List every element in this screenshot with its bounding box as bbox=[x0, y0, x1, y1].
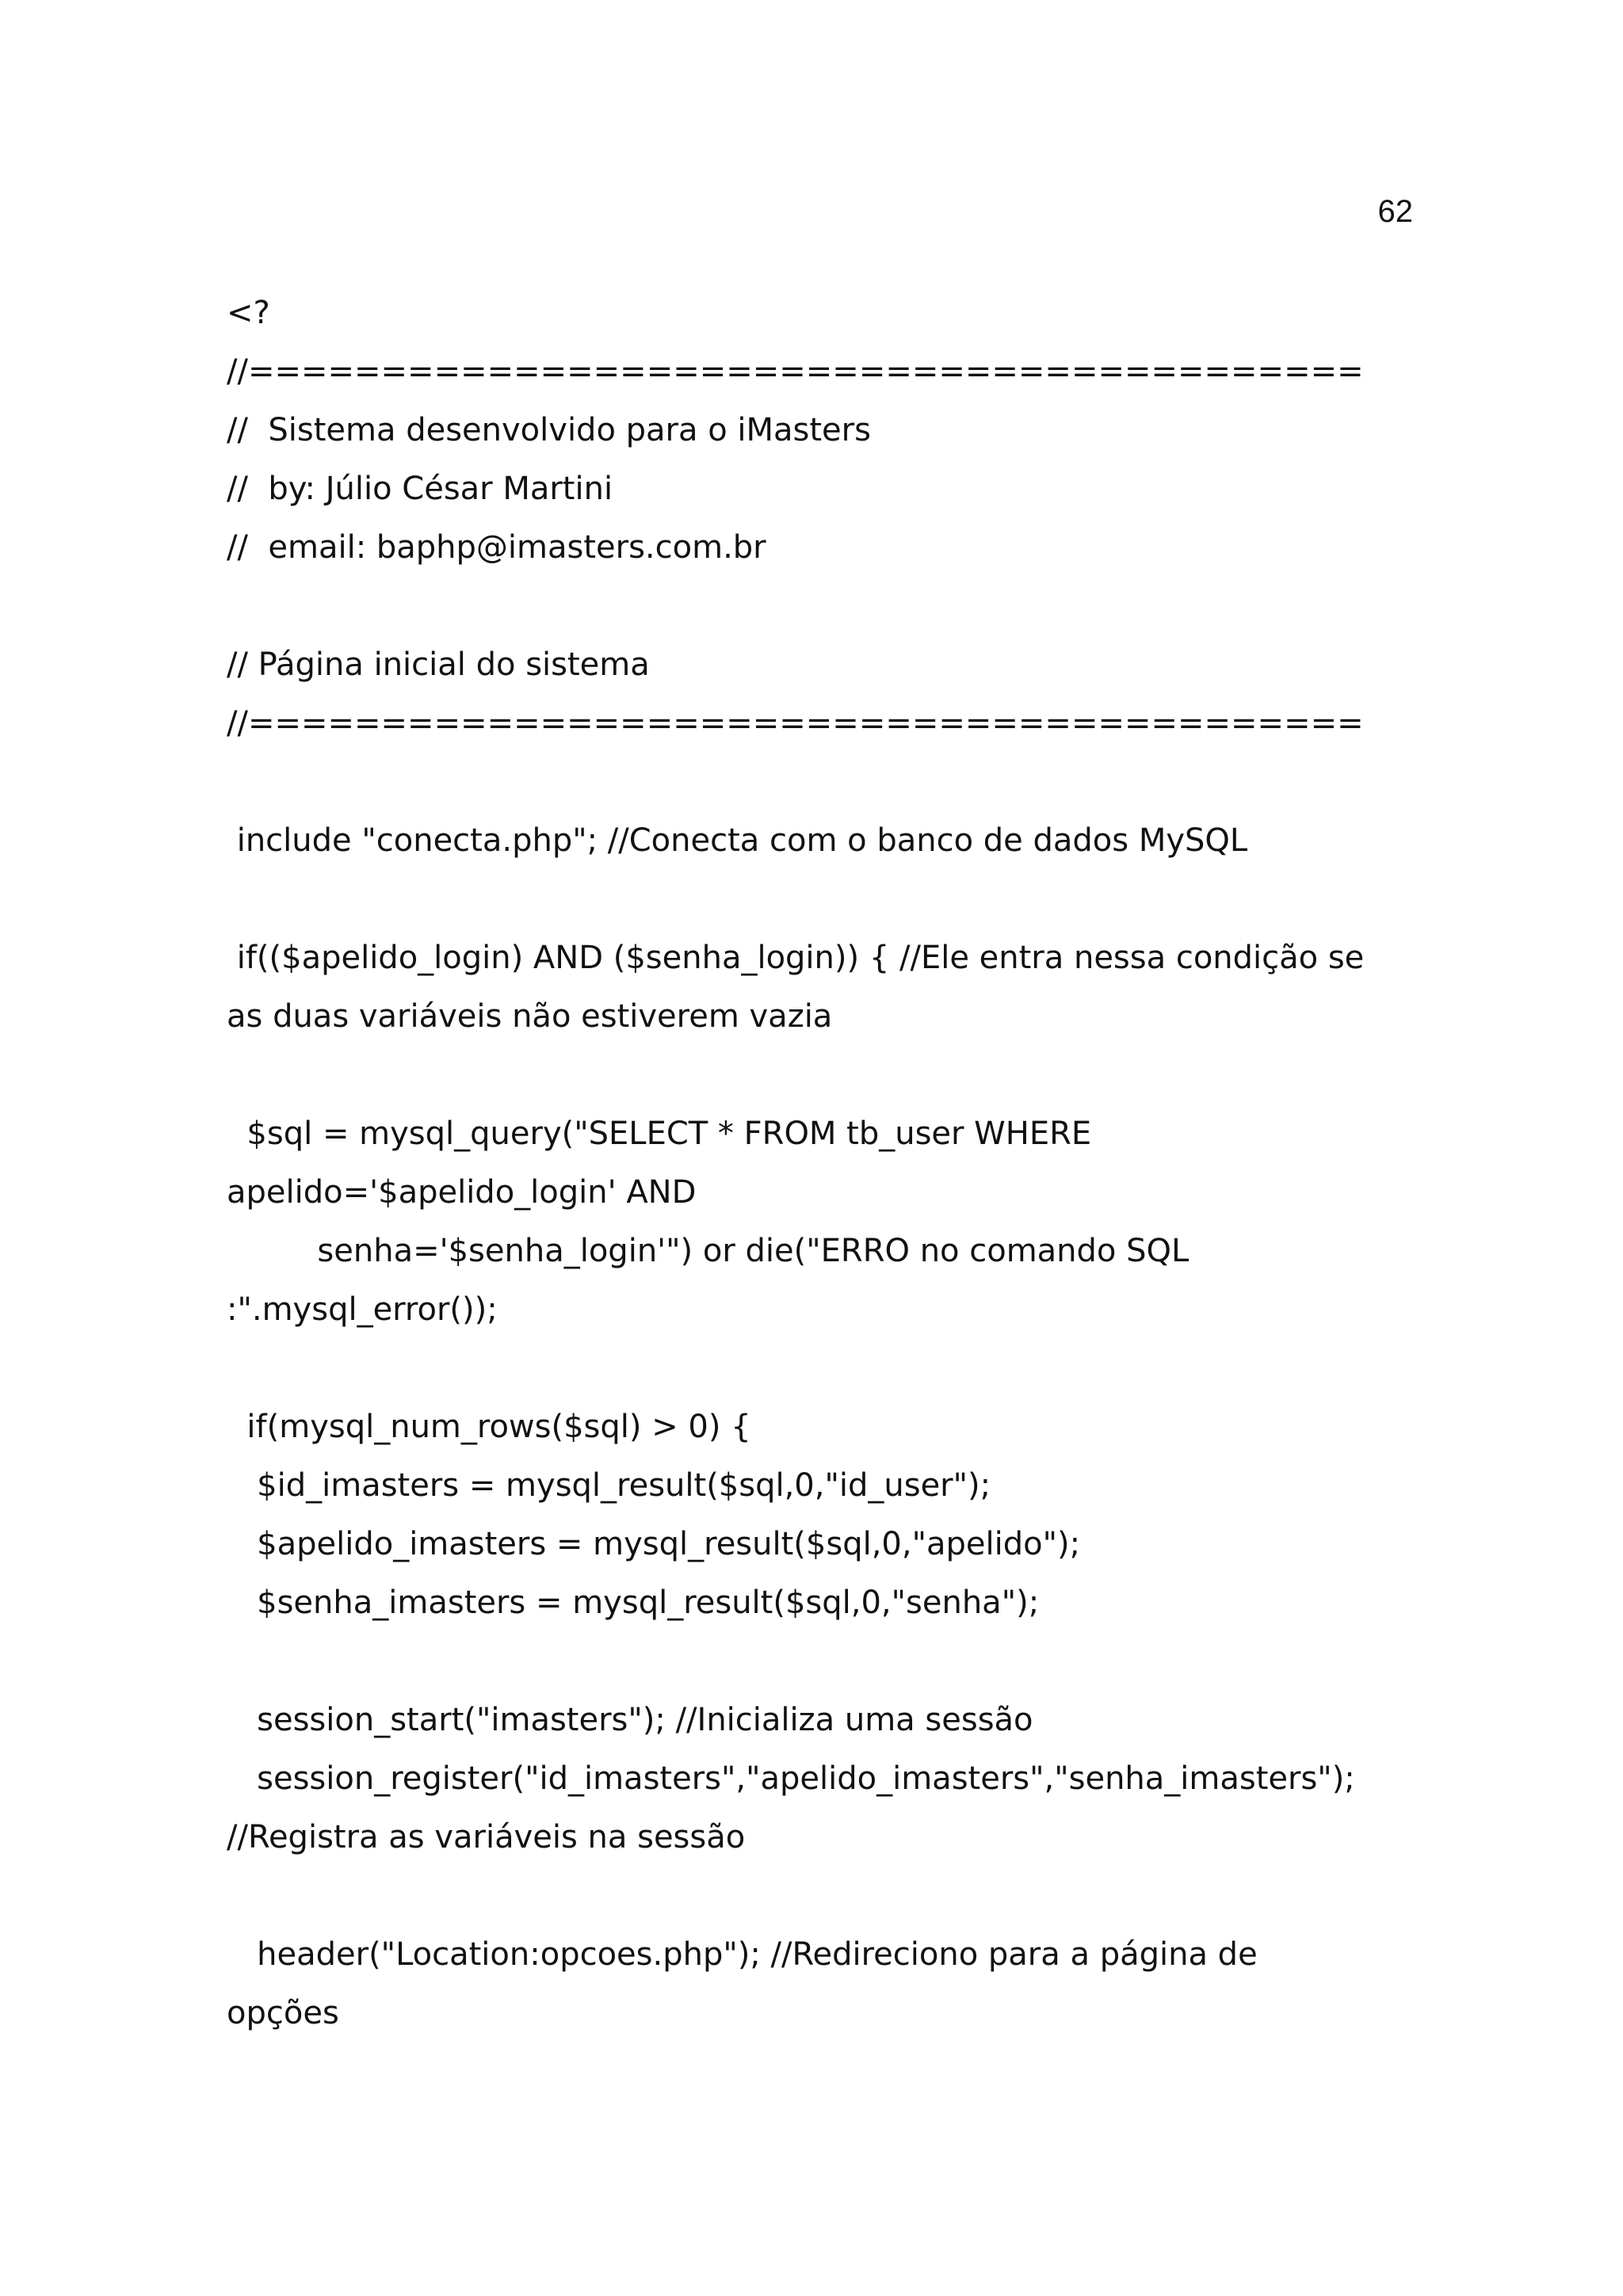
blank-line bbox=[227, 577, 1415, 635]
code-line: session_start("imasters"); //Inicializa uma sessão bbox=[227, 1702, 1033, 1738]
code-line: $senha_imasters = mysql_result($sql,0,"senha"); bbox=[227, 1585, 1040, 1621]
code-line: // Página inicial do sistema bbox=[227, 646, 650, 683]
blank-line bbox=[227, 1632, 1415, 1691]
blank-line bbox=[227, 753, 1415, 811]
code-line: if(mysql_num_rows($sql) > 0) { bbox=[227, 1409, 751, 1445]
code-line: <? bbox=[227, 295, 270, 331]
page-number: 62 bbox=[1377, 194, 1413, 229]
blank-line bbox=[227, 1046, 1415, 1104]
blank-line bbox=[227, 1867, 1415, 1925]
code-listing bbox=[227, 284, 1415, 2042]
code-line: // by: Júlio César Martini bbox=[227, 471, 613, 507]
code-line: // email: baphp@imasters.com.br bbox=[227, 529, 766, 566]
code-line: //========================================== bbox=[227, 353, 1364, 390]
code-line: opções bbox=[227, 1995, 339, 2031]
code-line: session_register("id_imasters","apelido_imasters","senha_imasters"); bbox=[227, 1760, 1355, 1797]
code-line: senha='$senha_login'") or die("ERRO no comando SQL bbox=[227, 1233, 1190, 1269]
code-line: $id_imasters = mysql_result($sql,0,"id_user"); bbox=[227, 1467, 991, 1504]
code-line: // Sistema desenvolvido para o iMasters bbox=[227, 412, 871, 448]
code-line: header("Location:opcoes.php"); //Redireciono para a página de bbox=[227, 1936, 1258, 1973]
blank-line bbox=[227, 1339, 1415, 1398]
code-line: :".mysql_error()); bbox=[227, 1291, 498, 1328]
code-line: as duas variáveis não estiverem vazia bbox=[227, 998, 833, 1035]
code-line: include "conecta.php"; //Conecta com o banco de dados MySQL bbox=[227, 822, 1248, 859]
code-line: apelido='$apelido_login' AND bbox=[227, 1174, 697, 1211]
code-line: //========================================== bbox=[227, 705, 1364, 742]
code-line: if(($apelido_login) AND ($senha_login)) { //Ele entra nessa condição se bbox=[227, 940, 1365, 976]
code-line: $sql = mysql_query("SELECT * FROM tb_user WHERE bbox=[227, 1116, 1092, 1152]
code-line: $apelido_imasters = mysql_result($sql,0,"apelido"); bbox=[227, 1526, 1081, 1562]
blank-line bbox=[227, 870, 1415, 929]
code-line: //Registra as variáveis na sessão bbox=[227, 1819, 746, 1855]
